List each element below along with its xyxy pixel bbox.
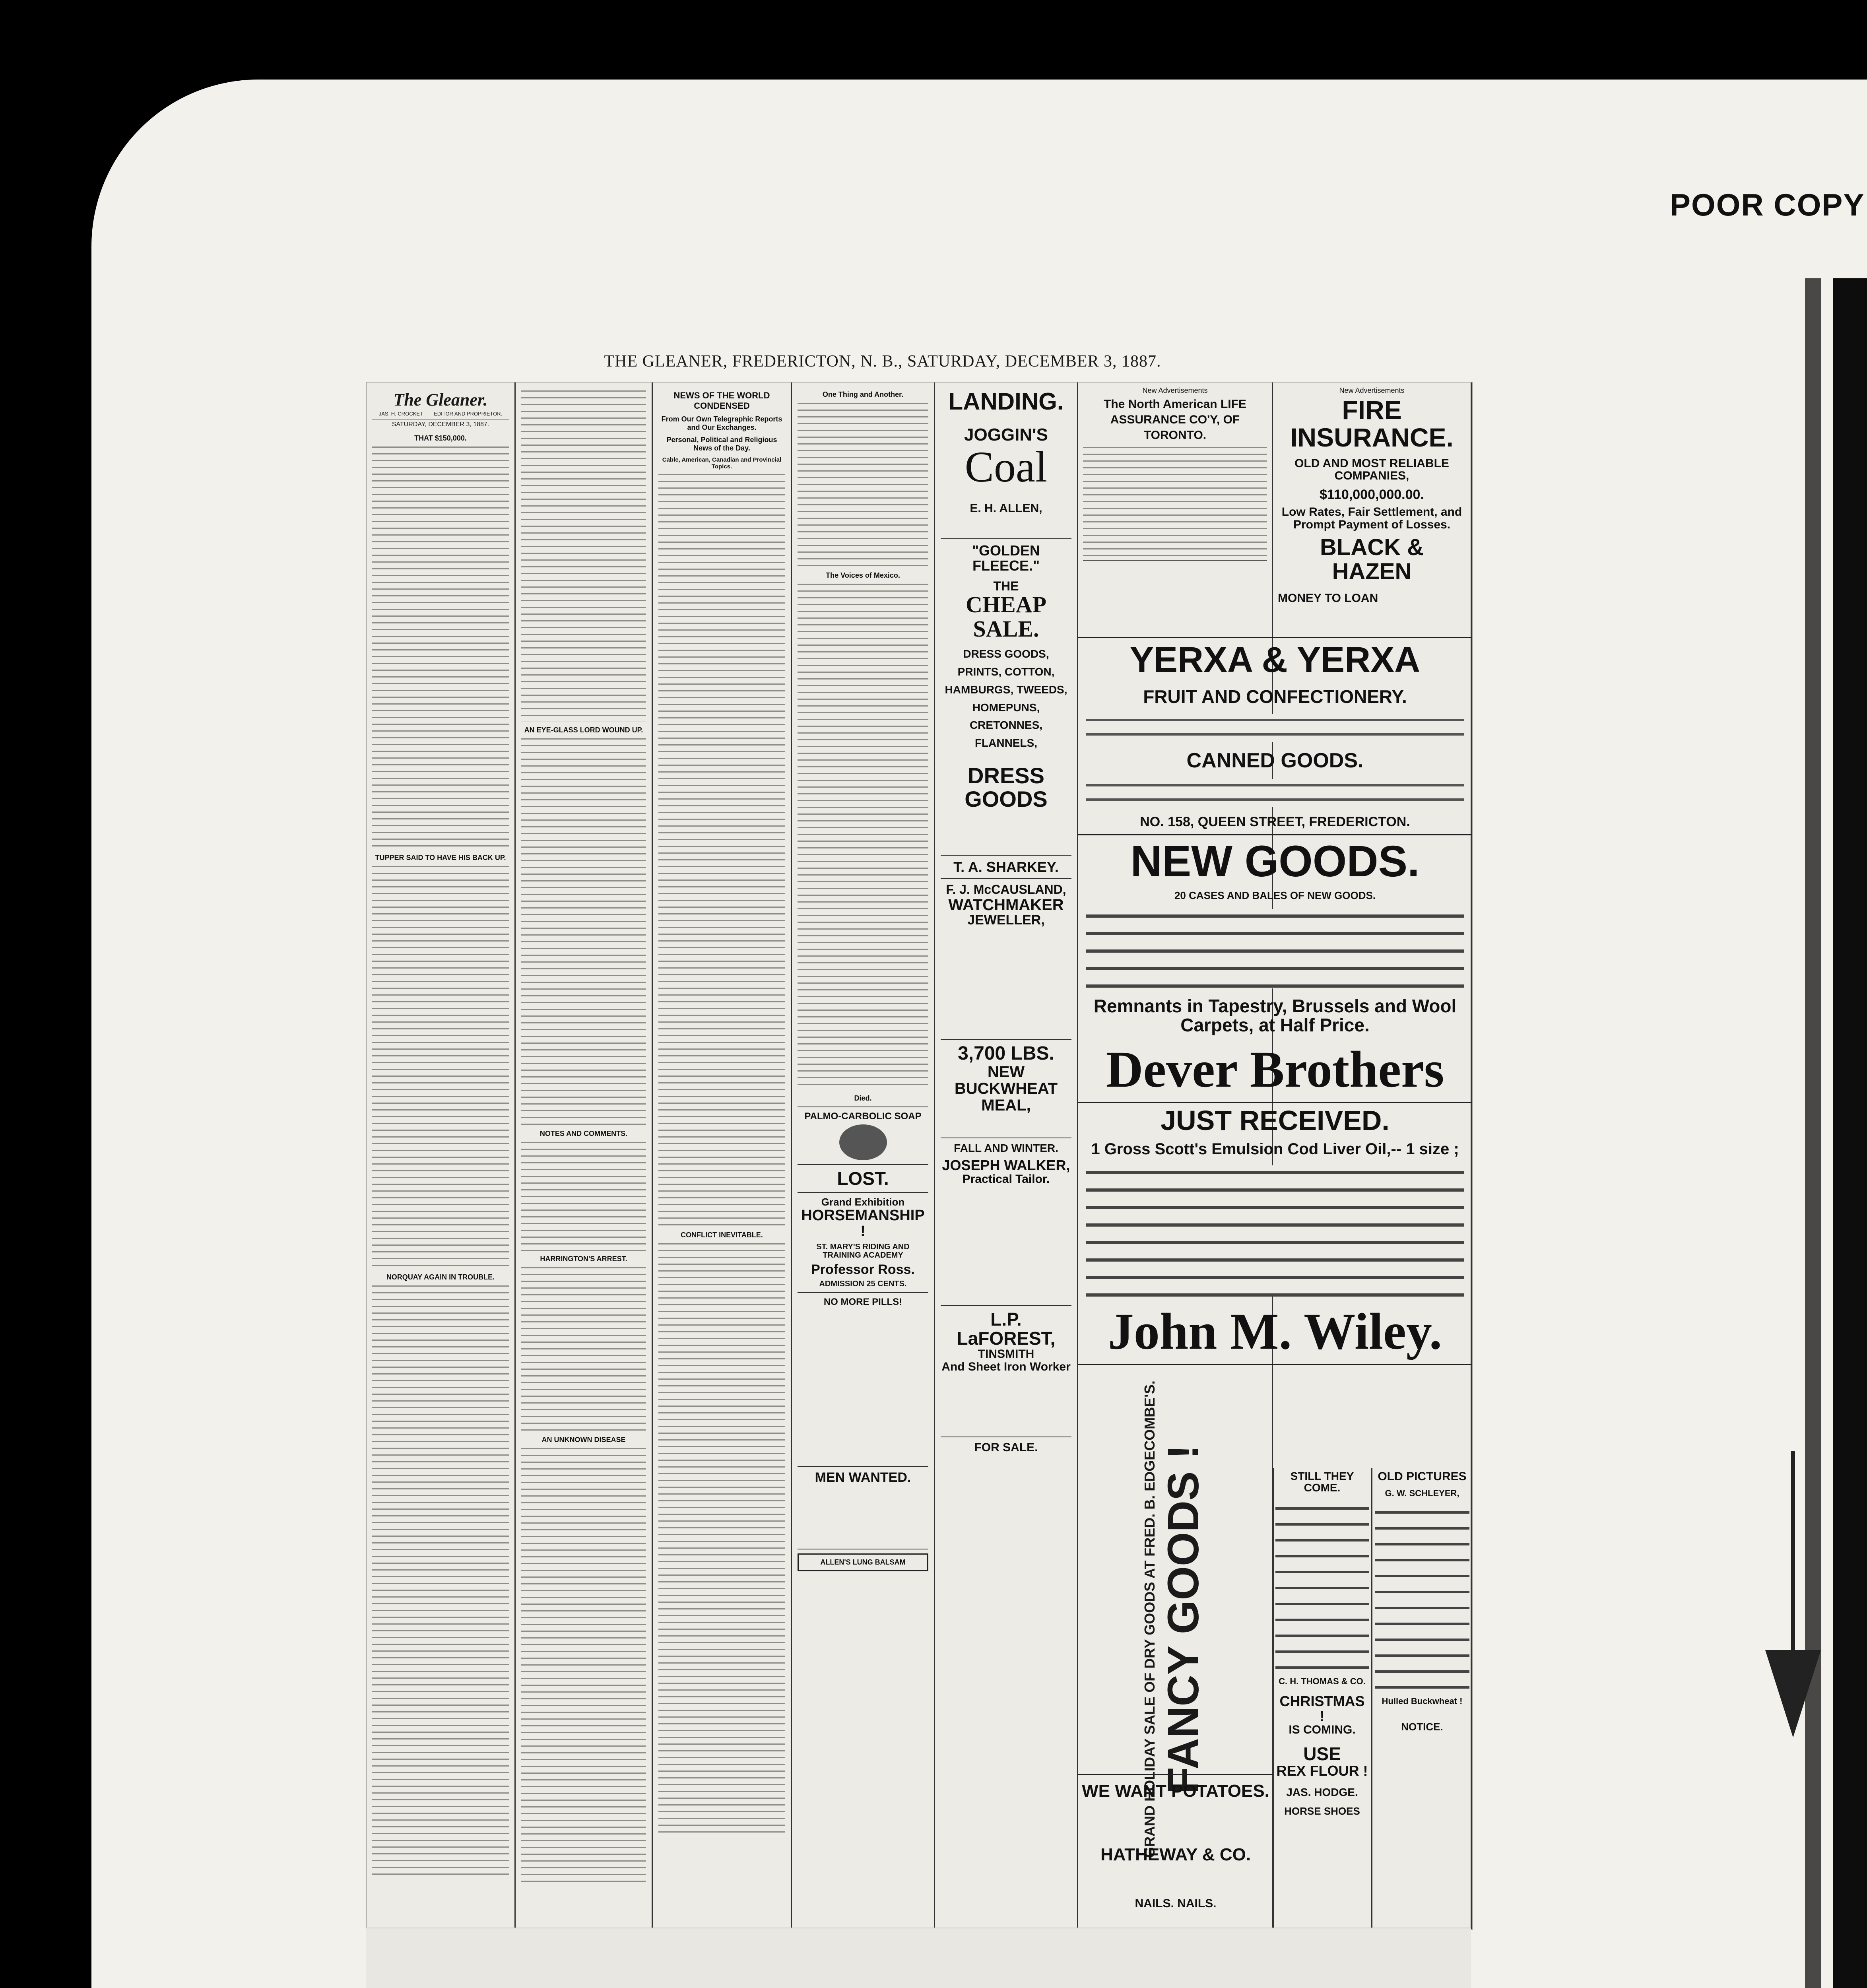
lower-col7: [1273, 1468, 1472, 1929]
hodge-name: JAS. HODGE.: [1286, 1786, 1358, 1799]
landing-heading: LANDING.: [948, 388, 1064, 415]
divider: [798, 1192, 928, 1193]
yerxa-heading: YERXA & YERXA: [1130, 640, 1421, 680]
divider: [941, 878, 1071, 879]
article-body: [798, 400, 928, 567]
article-heading: HARRINGTON'S ARREST.: [540, 1255, 627, 1263]
wide-ad-area: [1078, 637, 1472, 1365]
queen-street-address: NO. 158, QUEEN STREET, FREDERICTON.: [1140, 814, 1410, 830]
column-5: [935, 382, 1078, 1929]
watchmaker-title: WATCHMAKER: [948, 896, 1064, 914]
cases-line: 20 CASES AND BALES OF NEW GOODS.: [1174, 889, 1376, 901]
divider: [941, 1305, 1071, 1306]
news-subheading: From Our Own Telegraphic Reports and Our Exchanges.: [661, 415, 782, 431]
new-goods-ad: [1078, 835, 1472, 1103]
men-wanted-heading: MEN WANTED.: [815, 1470, 911, 1485]
balsam-ad: ALLEN'S LUNG BALSAM: [798, 1553, 928, 1571]
newspaper-page: [366, 382, 1473, 1930]
horse-shoes-heading: HORSE SHOES: [1284, 1805, 1360, 1817]
tinsmith-title: TINSMITH: [978, 1347, 1034, 1361]
allen-name: E. H. ALLEN,: [970, 501, 1042, 515]
lower-blank-area: [366, 1928, 1471, 1988]
pills-ad-title: NO MORE PILLS!: [823, 1297, 902, 1308]
fall-winter-heading: FALL AND WINTER.: [954, 1142, 1058, 1154]
article-body: [521, 388, 646, 722]
hulled-buckwheat-heading: Hulled Buckwheat !: [1382, 1696, 1463, 1706]
article-body: [372, 1283, 509, 1879]
wiley-ad: [1078, 1103, 1472, 1365]
news-subheading: Personal, Political and Religious News of the Day.: [666, 436, 777, 452]
masthead-line: THE GLEANER, FREDERICTON, N. B., SATURDAY, DECEMBER 3, 1887.: [604, 352, 1161, 371]
divider: [798, 1292, 928, 1293]
joggins-heading: JOGGIN'S: [964, 425, 1048, 445]
mccausland-name: F. J. McCAUSLAND,: [946, 882, 1066, 897]
for-sale-heading: FOR SALE.: [974, 1441, 1038, 1454]
companies-line: OLD AND MOST RELIABLE COMPANIES,: [1294, 456, 1449, 483]
black-hazen-name: BLACK & HAZEN: [1320, 534, 1424, 585]
walker-name: JOSEPH WALKER,: [942, 1157, 1070, 1174]
coal-heading: Coal: [965, 443, 1048, 491]
article-heading: NOTES AND COMMENTS.: [540, 1130, 628, 1138]
cheap-sale-the: THE: [993, 579, 1019, 593]
article-heading: TUPPER SAID TO HAVE HIS BACK UP.: [375, 854, 506, 862]
proprietor-line: JAS. H. CROCKET - - - EDITOR AND PROPRIETOR.: [378, 411, 503, 417]
ad-body: [1086, 714, 1464, 742]
article-body: [658, 1241, 785, 1837]
article-body: [521, 1265, 646, 1432]
article-body: [372, 444, 509, 850]
divider: [798, 1466, 928, 1467]
article-body: [798, 581, 928, 1090]
soap-ad-image: [839, 1124, 887, 1160]
ad-body: [1086, 909, 1464, 988]
gleaner-logo: The Gleaner.: [393, 390, 488, 410]
ad-body: [1275, 1502, 1369, 1669]
dever-brothers-name: Dever Brothers: [1106, 1041, 1444, 1099]
column-4: [792, 382, 935, 1929]
old-pictures-ad: [1372, 1468, 1472, 1929]
issue-date: SATURDAY, DECEMBER 3, 1887.: [372, 419, 509, 430]
nails-heading: NAILS. NAILS.: [1135, 1897, 1217, 1910]
jeweller-title: JEWELLER,: [967, 912, 1045, 928]
article-body: [521, 736, 646, 1126]
article-heading: NORQUAY AGAIN IN TROUBLE.: [386, 1273, 495, 1281]
potatoes-heading: WE WANT POTATOES.: [1082, 1781, 1269, 1801]
article-heading: The Voices of Mexico.: [826, 571, 900, 579]
article-heading: CONFLICT INEVITABLE.: [681, 1231, 763, 1239]
low-rates-line: Low Rates, Fair Settlement, and Prompt Payment of Losses.: [1281, 505, 1462, 531]
christmas-heading: CHRISTMAS !: [1279, 1693, 1365, 1724]
article-heading: THAT $150,000.: [414, 434, 467, 442]
scan-edge-dark: [1833, 278, 1867, 1988]
rex-flour-heading: REX FLOUR !: [1276, 1763, 1368, 1779]
goods-list: DRESS GOODS, PRINTS, COTTON, HAMBURGS, TWEEDS, HOMEPUNS, CRETONNES, FLANNELS,: [945, 648, 1067, 749]
column-3: [653, 382, 792, 1929]
lost-heading: LOST.: [837, 1168, 889, 1189]
column-2: [516, 382, 653, 1929]
news-subheading: Cable, American, Canadian and Provincial Topics.: [662, 456, 782, 470]
admission-price: ADMISSION 25 CENTS.: [819, 1279, 907, 1289]
new-goods-heading: NEW GOODS.: [1130, 837, 1420, 886]
exhibition-title: Grand Exhibition: [821, 1196, 905, 1208]
walker-tailor: Practical Tailor.: [962, 1173, 1050, 1186]
fire-insurance-heading: FIRE INSURANCE.: [1290, 395, 1454, 452]
buckwheat-weight: 3,700 LBS.: [958, 1043, 1054, 1064]
ad-body: [1375, 1506, 1469, 1689]
divider: [941, 1039, 1071, 1040]
hatheway-name: HATHEWAY & CO.: [1100, 1845, 1251, 1864]
article-body: [521, 1446, 646, 1883]
cheap-sale-heading: CHEAP SALE.: [966, 592, 1046, 642]
divider: [941, 538, 1071, 539]
life-assurance-ad: The North American LIFE ASSURANCE CO'Y, OF TORONTO.: [1104, 398, 1246, 442]
wiley-name: John M. Wiley.: [1108, 1303, 1442, 1361]
divider: [1078, 1774, 1273, 1775]
professor-name: Professor Ross.: [811, 1262, 915, 1277]
down-arrow-icon: [1765, 1650, 1821, 1738]
old-pictures-heading: OLD PICTURES: [1378, 1470, 1467, 1483]
capital-amount: $110,000,000.00.: [1320, 487, 1424, 502]
remnants-line: Remnants in Tapestry, Brussels and Wool Carpets, at Half Price.: [1093, 995, 1457, 1036]
article-body: [658, 472, 785, 1227]
sheet-iron-title: And Sheet Iron Worker: [941, 1360, 1071, 1373]
news-heading: NEWS OF THE WORLD CONDENSED: [673, 390, 770, 411]
poor-copy-label: POOR COPY: [1670, 187, 1865, 222]
thomas-name: C. H. THOMAS & CO.: [1279, 1676, 1366, 1686]
sharkey-name: T. A. SHARKEY.: [953, 858, 1059, 875]
scott-emulsion-line: 1 Gross Scott's Emulsion Cod Liver Oil,-- 1 size ;: [1091, 1140, 1459, 1158]
laforest-name: L.P. LaFOREST,: [957, 1309, 1056, 1349]
article-heading: One Thing and Another.: [822, 390, 904, 398]
soap-ad-title: PALMO-CARBOLIC SOAP: [804, 1111, 922, 1122]
article-body: [372, 864, 509, 1269]
ad-body: [1086, 1165, 1464, 1297]
fruit-heading: FRUIT AND CONFECTIONERY.: [1143, 686, 1407, 707]
ad-body: [1086, 779, 1464, 807]
edgecombe-line: GRAND HOLIDAY SALE OF DRY GOODS AT FRED. B. EDGECOMBE'S.: [1141, 1380, 1158, 1858]
article-heading: AN EYE-GLASS LORD WOUND UP.: [524, 726, 643, 734]
canned-goods-heading: CANNED GOODS.: [1186, 749, 1364, 772]
dress-goods-heading: DRESS GOODS: [965, 763, 1048, 812]
article-heading: AN UNKNOWN DISEASE: [541, 1436, 626, 1444]
died-heading: Died.: [854, 1094, 872, 1102]
lower-col6: [1078, 1380, 1274, 1929]
article-body: [521, 1140, 646, 1251]
divider: [798, 1164, 928, 1165]
yerxa-ad: [1078, 637, 1472, 835]
use-heading: USE: [1303, 1743, 1341, 1764]
column-1: [367, 382, 516, 1929]
still-they-come-ad: [1273, 1468, 1372, 1929]
notice-heading: NOTICE.: [1401, 1720, 1443, 1733]
coming-heading: IS COMING.: [1289, 1723, 1356, 1737]
academy-name: ST. MARY'S RIDING AND TRAINING ACADEMY: [816, 1242, 910, 1260]
money-to-loan: MONEY TO LOAN: [1278, 592, 1378, 605]
buckwheat-heading: NEW BUCKWHEAT MEAL,: [954, 1063, 1058, 1114]
still-come-heading: STILL THEY COME.: [1290, 1470, 1354, 1494]
divider: [1083, 560, 1267, 561]
horsemanship-title: HORSEMANSHIP !: [801, 1207, 925, 1240]
divider: [941, 855, 1071, 856]
golden-fleece: "GOLDEN FLEECE.": [972, 542, 1040, 574]
arrow-stem: [1791, 1451, 1795, 1658]
schleyer-name: G. W. SCHLEYER,: [1385, 1488, 1459, 1498]
ad-body: [1083, 445, 1267, 556]
new-ads-label: New Advertisements: [1339, 386, 1405, 394]
just-received-heading: JUST RECEIVED.: [1161, 1105, 1390, 1136]
new-ads-label: New Advertisements: [1142, 386, 1208, 394]
fancy-goods-heading: FANCY GOODS !: [1159, 1444, 1208, 1794]
